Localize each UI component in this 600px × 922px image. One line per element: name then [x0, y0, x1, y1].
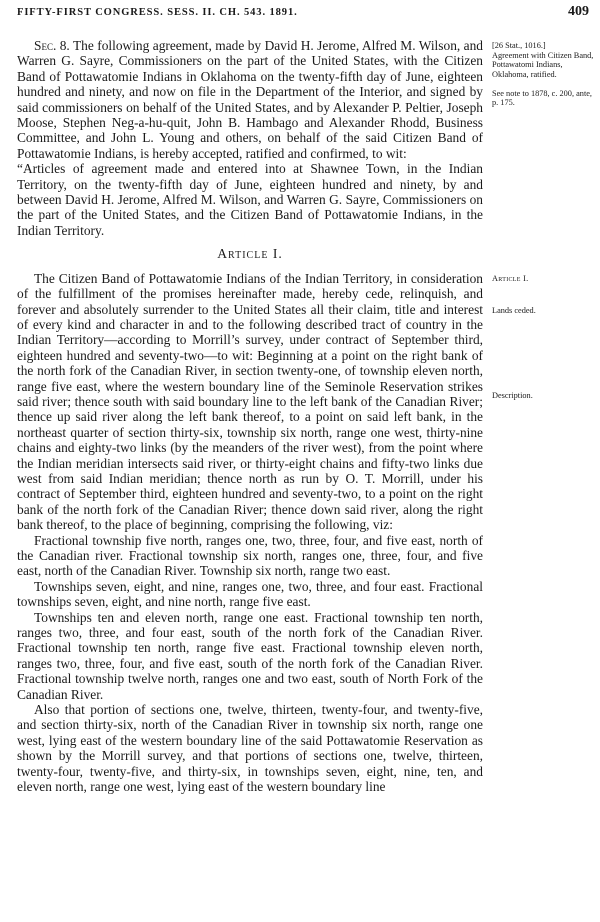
article-paragraph: The Citizen Band of Pottawatomie Indians of the Indian Territory, in consideration of the fulfillment of the promises hereinafter made, hereby cede, relinquish, and forever and absolutely surrender to the United States all their claim, title and interest of every kind and character in and to the following described tract of country in the Indian Territory—according to Morrill’s survey, under contract of September third, eighteen hundred and seventy-two—to wit: Beginning at a point on the right bank of the north fork of the Canadian River, in section twenty-one, of township eleven north, range five east, where the western boundary line of the Seminole Reservation strikes said river; thence south with said boundary line to the left bank of the Canadian River; thence up said river along the left bank thereof, to a point on said left bank, in the northeast quarter of section thirty-six, township six north, range one west, thirty-nine chains and eighty-two links (by the meanders of the river west), from the point where the Indian meridian intersects said river, or thirty-eight chains and fifty-two links due west from said Indian meridian; thence north as run by O. T. Morrill, under his contract of September third, eighteen hundred and seventy-two, to a point on the right bank of the north fork of the Canadian River; thence down said river, along the right bank thereof, to the place of beginning, comprising the following, viz: [17, 270, 483, 533]
margin-citation: [26 Stat., 1016.] [492, 41, 546, 50]
section-label: Sec. 8. [34, 38, 70, 53]
margin-article-label: Article I. [492, 274, 529, 283]
margin-lands-ceded: Lands ceded. [492, 306, 536, 315]
article-heading: Article I. [217, 246, 283, 262]
fractional-townships-paragraph: Fractional township five north, ranges one, two, three, four, and five east, north of the Canadian river. Fractional township six north, ranges one, three, four, and five east, north of the Canadian River. Township six north, range two east. [17, 532, 483, 579]
section-8-paragraph [17, 38, 483, 161]
margin-agreement-title: Agreement with Citizen Band, Pottawatomi Indians, Oklahoma, ratified. [492, 51, 594, 79]
page-number: 409 [568, 4, 589, 19]
townships-seven-eight-nine-paragraph: Townships seven, eight, and nine, ranges one, two, three, and four east. Fractional townships seven, eight, and nine north, range five east. [17, 578, 483, 610]
sections-portion-paragraph: Also that portion of sections one, twelve, thirteen, twenty-four, and twenty-five, and section thirty-six, north of the Canadian River in township six north, range one west, lying east of the western boundary line of the said Pottawatomie Reservation as shown by the Morrill survey, and that portions of sections one, twelve, thirteen, twenty-four, twenty-five, and thirty-six, in townships seven, eight, nine, ten, and eleven north, range one west, lying east of the western boundary line [17, 702, 483, 795]
section-text: The following agreement, made by David H. Jerome, Alfred M. Wilson, and Warren G. Sayre, Commissioners on the part of the United States, with the Citizen Band of Pottawatomie Indians in Oklahoma on the twenty-fifth day of June, eighteen hundred and ninety, and now on file in the Department of the Interior, and signed by said commissioners on behalf of the United States, and by Alexander P. Peltier, Joseph Moose, Stephen Neg-a-hu-quit, John B. Hambago and Alexander Rhodd, Business Committee, and John L. Young and others, on behalf of the said Citizen Band of Pottawatomie Indians, is hereby accepted, ratified and confirmed, to wit: [17, 38, 484, 161]
margin-see-note: See note to 1878, c. 200, ante, p. 175. [492, 89, 593, 108]
townships-ten-eleven-paragraph: Townships ten and eleven north, range one east. Fractional township ten north, ranges two, three, and four east, south of the north fork of the Canadian River. Fractional township ten north, range five east. Fractional township eleven north, ranges two, three, four, and five east, south of the north fork of the Canadian River. Fractional township twelve north, ranges one and two east, south of North Fork of the Canadian River. [17, 609, 483, 702]
running-head: FIFTY-FIRST CONGRESS. SESS. II. CH. 543. 1891. [17, 7, 298, 18]
main-text-column [17, 38, 483, 795]
margin-description: Description. [492, 391, 533, 400]
agreement-intro-paragraph: “Articles of agreement made and entered into at Shawnee Town, in the Indian Territory, on the twenty-fifth day of June, eighteen hundred and ninety, by and between David H. Jerome, Alfred M. Wilson, and Warren G. Sayre, Commissioners on the part of the United States, and the Citizen Band of Pottawatomie Indians, in the Indian Territory. [17, 161, 483, 238]
margin-notes [492, 0, 598, 922]
